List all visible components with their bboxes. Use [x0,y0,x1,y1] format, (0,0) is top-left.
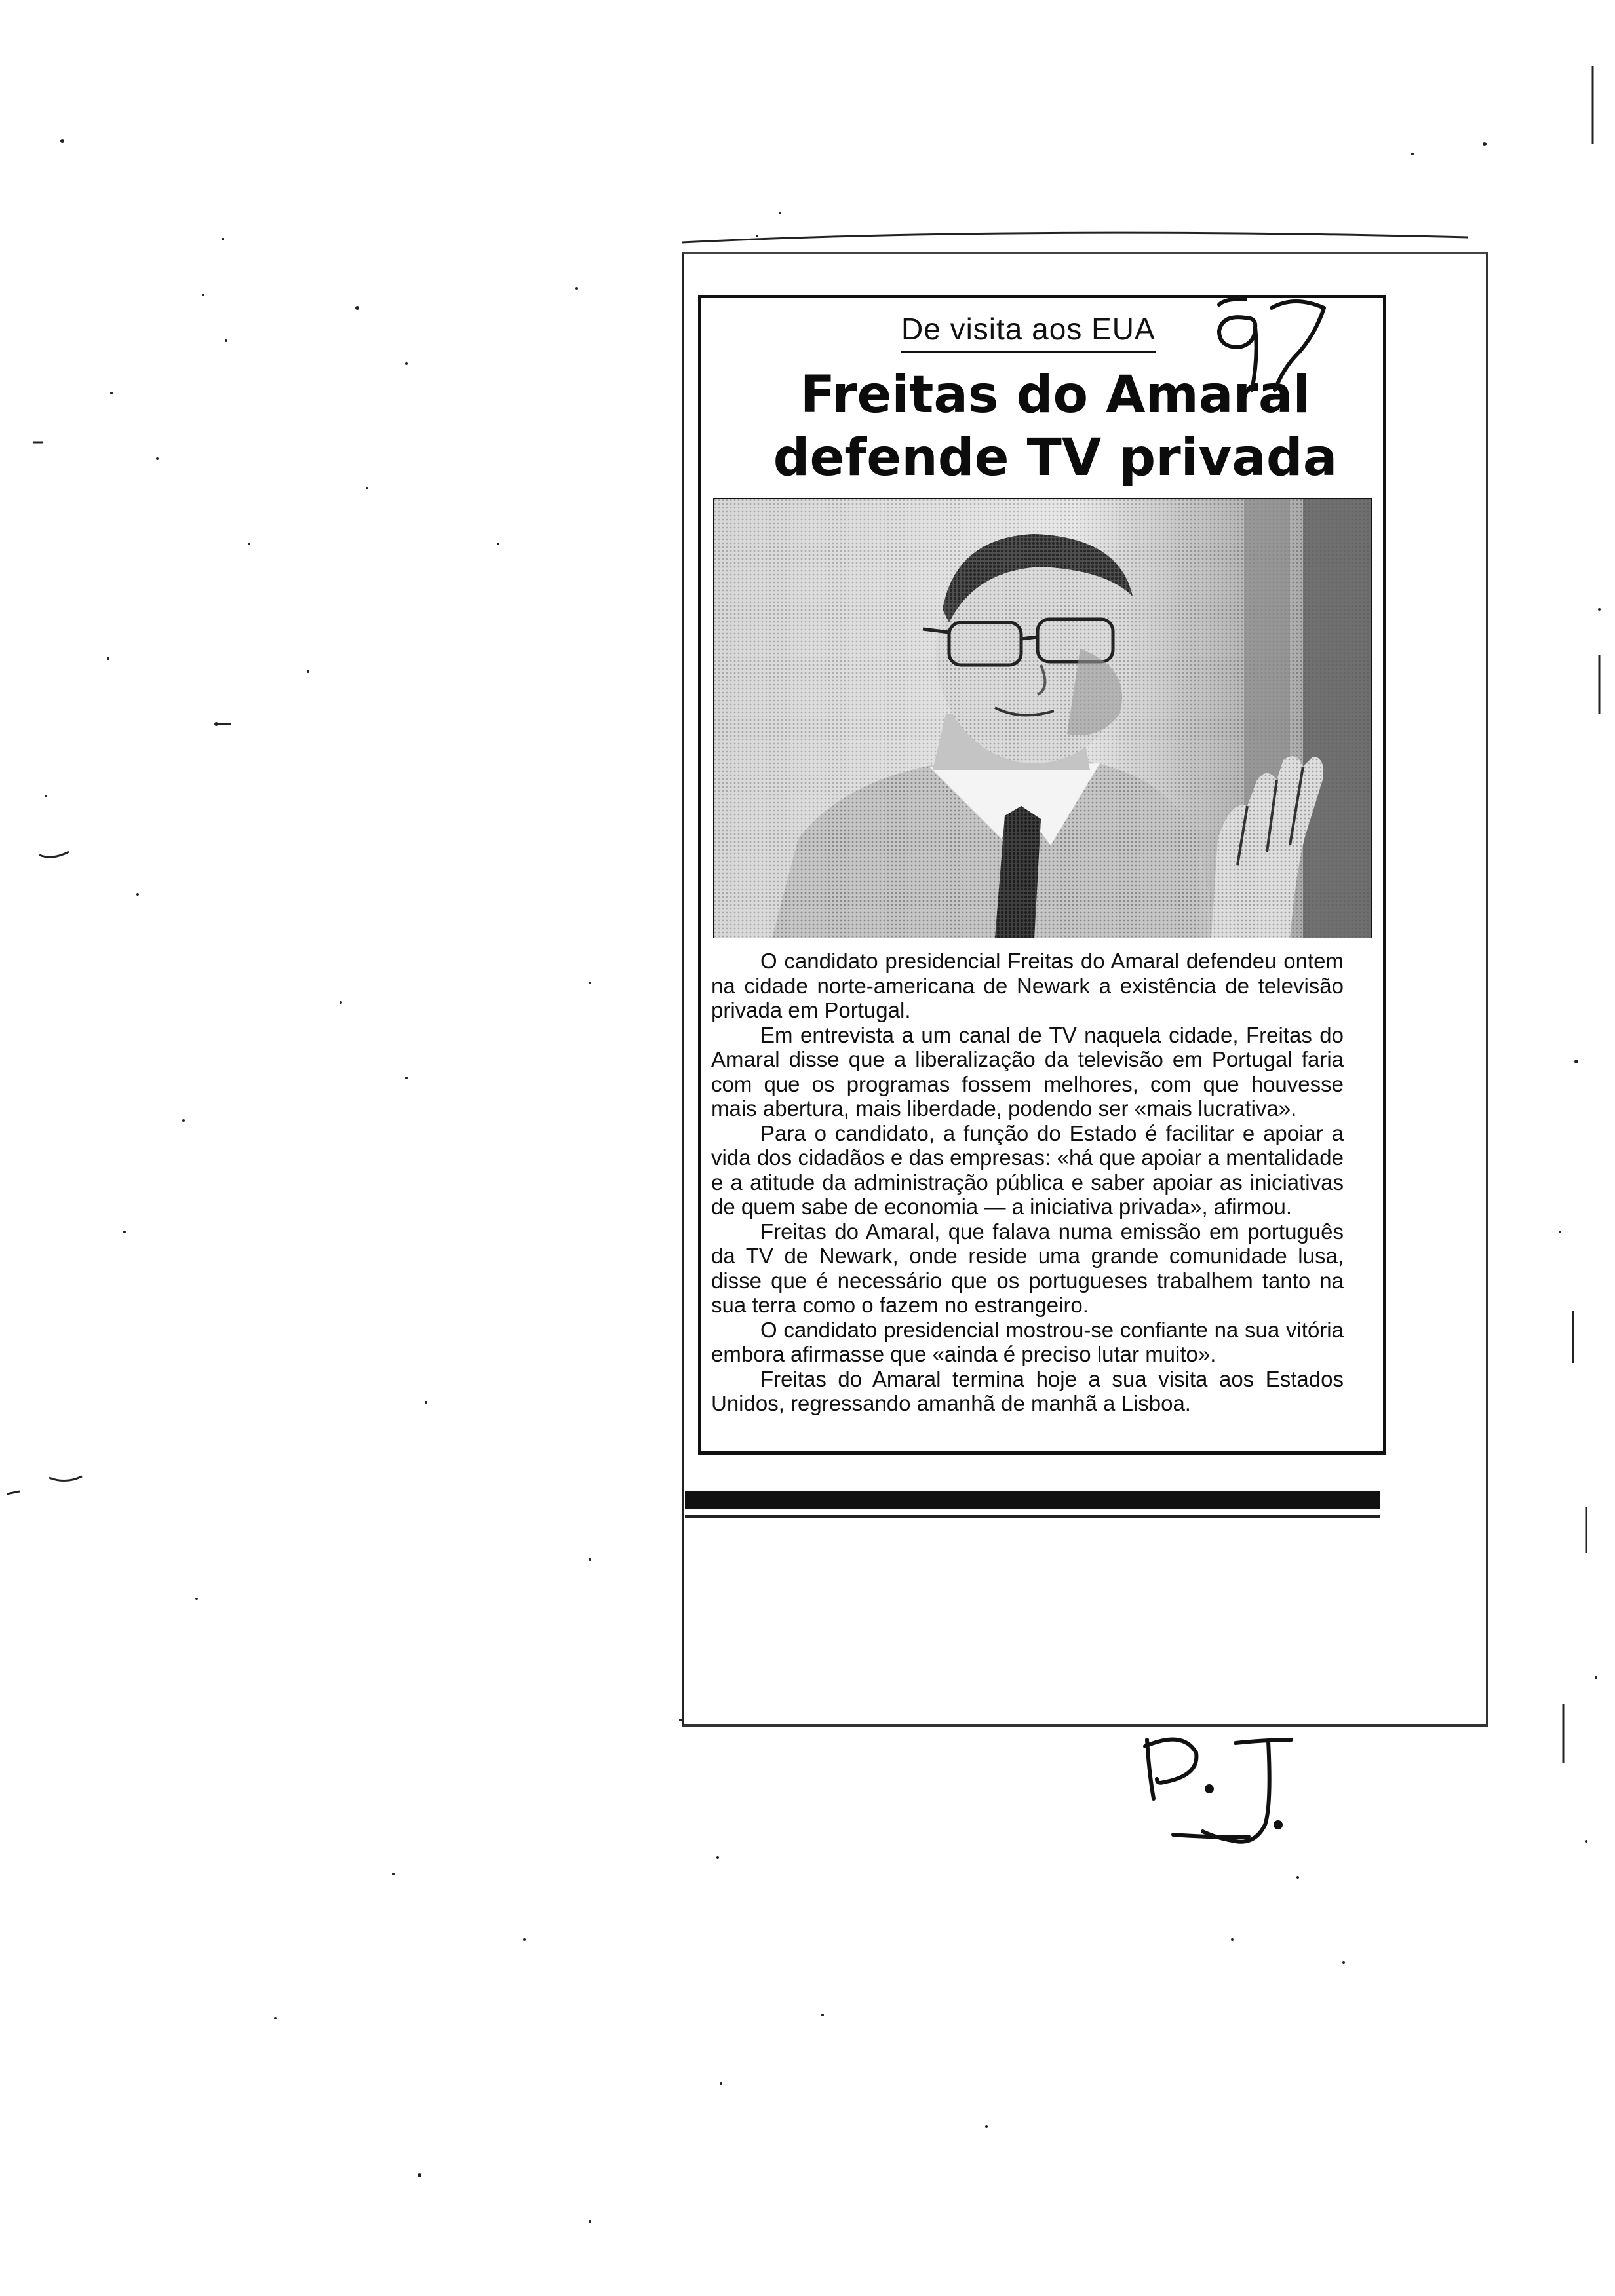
article-paragraph: Para o candidato, a função do Estado é facilitar e apoiar a vida dos cidadãos e das empresas: «há que apoiar a mentalidade e a atitude da administração pública e saber apoiar as iniciativas de quem sabe de economia — a iniciativa privada», afirmou. [711,1120,1344,1219]
handwritten-number-mark [1209,292,1334,400]
portrait-photo [713,498,1372,938]
article-paragraph: Freitas do Amaral, que falava numa emissão em português da TV de Newark, onde reside uma grande comunidade lusa, disse que é necessário que os portugueses trabalhem tanto na sua terra como o fazem no estrangeiro. [711,1219,1344,1317]
article-kicker: De visita aos EUA [901,309,1156,353]
handwritten-initials [1137,1727,1308,1851]
article-paragraph: Em entrevista a um canal de TV naquela cidade, Freitas do Amaral disse que a liberalização da televisão em Portugal faria com que os programas fossem melhores, com que houvesse mais abertura, mais liberdade, podendo ser «mais lucrativa». [711,1022,1344,1120]
thin-rule [685,1515,1380,1518]
article-paragraph: Freitas do Amaral termina hoje a sua visita aos Estados Unidos, regressando amanhã de manhã a Lisboa. [711,1366,1344,1415]
thick-rule [685,1491,1380,1509]
article-paragraph: O candidato presidencial Freitas do Amaral defendeu ontem na cidade norte-americana de Newark a existência de televisão privada em Portugal. [711,949,1344,1022]
article-headline: Freitas do Amaral defende TV privada [773,366,1338,488]
article-paragraph: O candidato presidencial mostrou-se confiante na sua vitória embora afirmasse que «ainda é preciso lutar muito». [711,1317,1344,1366]
article-body [711,949,1344,1416]
